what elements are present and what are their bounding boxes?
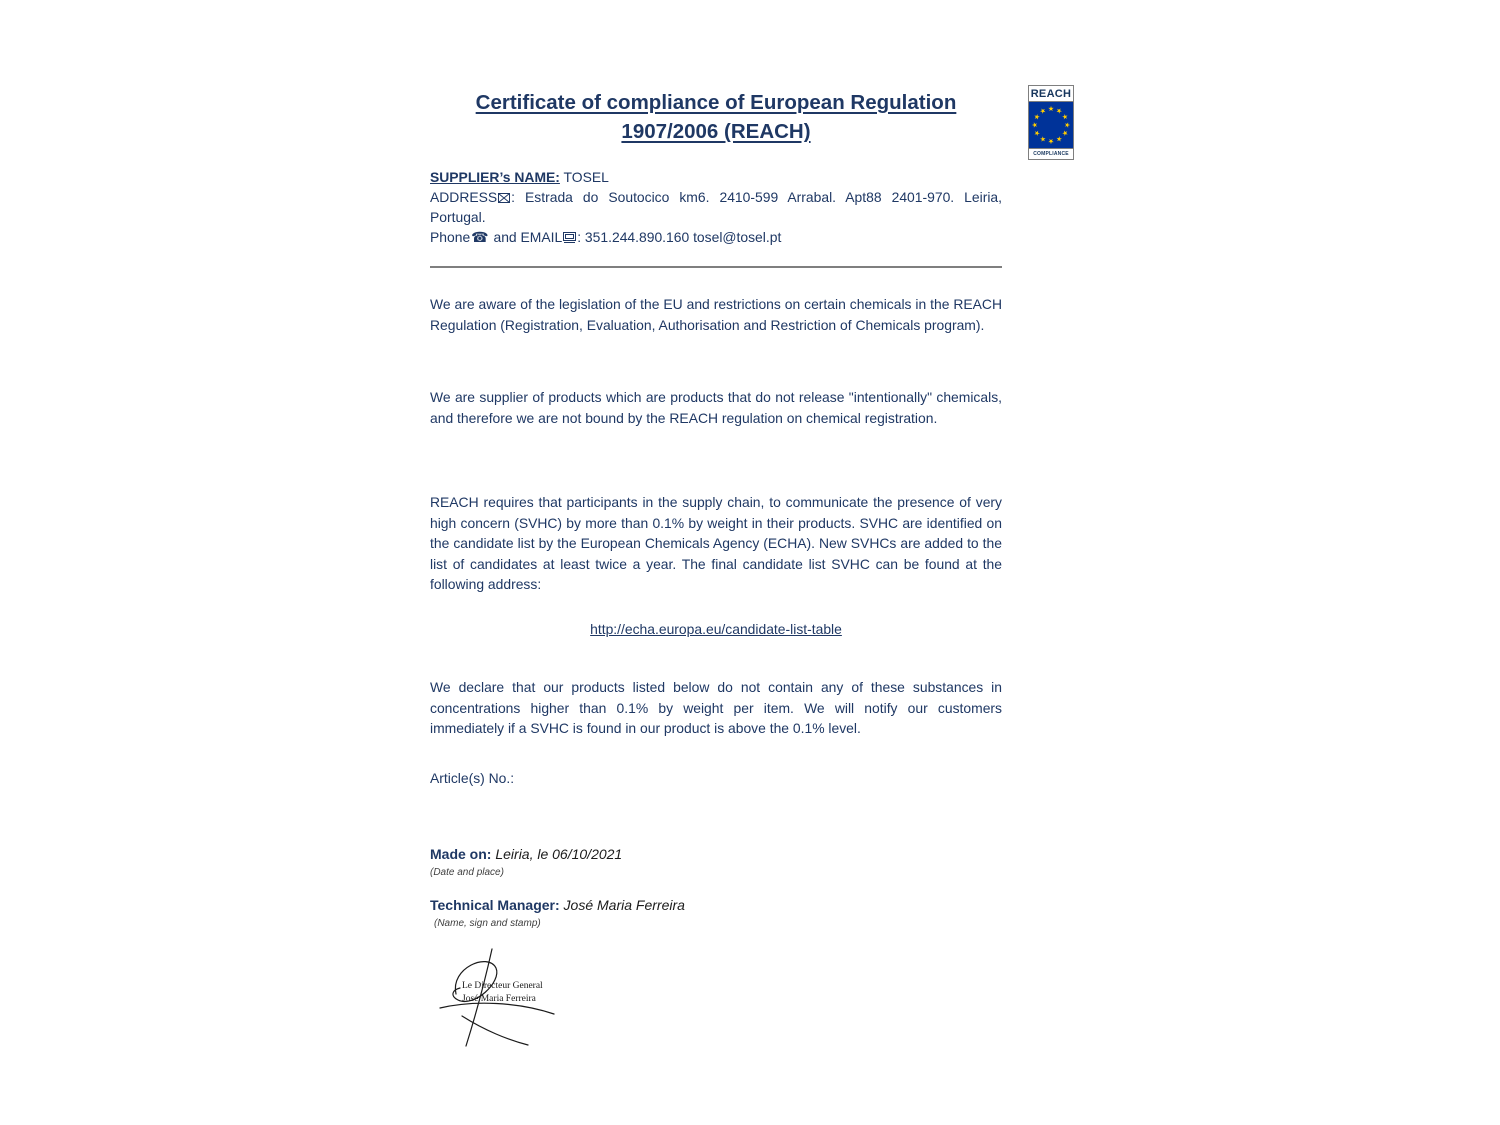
paragraph-supplier-statement: We are supplier of products which are products that do not release "intentionally" chemicals, and therefore we are not bound by the REACH regulation on chemical registration.: [430, 389, 1002, 426]
eu-star-icon: ★: [1032, 121, 1039, 129]
supplier-address-line: [430, 188, 1002, 228]
eu-star-icon: ★: [1047, 137, 1055, 144]
compliance-logo-text: COMPLIANCE: [1029, 148, 1073, 159]
envelope-box-icon: [498, 189, 510, 209]
phone-label: Phone: [430, 228, 471, 245]
eu-star-icon: ★: [1032, 112, 1043, 122]
address-value: : Estrada do Soutocico km6. 2410-599 Arrabal. Apt88 2401-970. Leiria, Portugal.: [430, 188, 1002, 225]
reach-logo-text: REACH: [1030, 88, 1072, 100]
paragraph-declaration: We declare that our products listed below do not contain any of these substances in concentrations higher than 0.1% by weight per item. We will notify our customers immediately if a SVHC is found in our product is above the 0.1% level.: [430, 679, 1002, 737]
eu-star-icon: ★: [1047, 106, 1055, 113]
eu-flag-icon: [1029, 102, 1073, 148]
made-on-line: [430, 846, 622, 862]
stamp-line-1: Le Directeur General: [462, 981, 543, 991]
document-title: [430, 88, 1002, 146]
email-label: and EMAIL: [489, 228, 563, 245]
paragraph-reach-requirements: REACH requires that participants in the supply chain, to communicate the presence of very high concern (SVHC) by more than 0.1% by weight in their products. SVHC are identified on the candidate list by the European Chemicals Agency (ECHA). New SVHCs are added to the list of candidates at least twice a year. The final candidate list SVHC can be found at the following address:: [430, 494, 1002, 593]
address-label: ADDRESS: [430, 188, 498, 205]
supplier-name-line: [430, 168, 1002, 188]
supplier-contact-line: [430, 228, 1002, 249]
phone-icon: ☎: [471, 228, 489, 245]
section-divider: [430, 266, 1002, 268]
made-on-label: Made on:: [430, 846, 492, 862]
signature-stamp-text: [462, 980, 543, 1006]
articles-line: Article(s) No.:: [430, 770, 515, 786]
eu-star-icon: ★: [1054, 106, 1064, 117]
technical-manager-label: Technical Manager:: [430, 897, 560, 913]
title-line-2: 1907/2006 (REACH): [621, 120, 811, 143]
eu-star-icon: ★: [1038, 106, 1048, 117]
supplier-block: [430, 168, 1002, 248]
eu-star-icon: ★: [1063, 121, 1070, 129]
technical-manager-value: José Maria Ferreira: [559, 897, 685, 913]
supplier-name-label: SUPPLIER’s NAME:: [430, 169, 560, 185]
eu-star-icon: ★: [1032, 128, 1043, 138]
eu-star-icon: ★: [1038, 133, 1048, 144]
title-line-1: Certificate of compliance of European Regulation: [475, 91, 957, 114]
eu-star-icon: ★: [1059, 112, 1070, 122]
supplier-name-value: TOSEL: [559, 169, 609, 185]
date-place-note: (Date and place): [430, 867, 504, 878]
computer-icon: [563, 229, 576, 249]
technical-manager-line: [430, 897, 685, 913]
made-on-value: Leiria, le 06/10/2021: [491, 846, 623, 862]
stamp-line-2: José Maria Ferreira: [462, 994, 536, 1004]
reach-compliance-logo: [1028, 85, 1074, 160]
candidate-list-link-row: [430, 621, 1002, 637]
candidate-list-link[interactable]: http://echa.europa.eu/candidate-list-table: [590, 621, 842, 637]
name-sign-stamp-note: (Name, sign and stamp): [434, 918, 541, 929]
paragraph-awareness: We are aware of the legislation of the EU and restrictions on certain chemicals in the REACH Regulation (Registration, Evaluation, Authorisation and Restriction of Chemicals program).: [430, 296, 1002, 333]
eu-star-icon: ★: [1054, 133, 1064, 144]
contact-value: : 351.244.890.160 tosel@tosel.pt: [577, 228, 782, 245]
eu-star-icon: ★: [1059, 128, 1070, 138]
